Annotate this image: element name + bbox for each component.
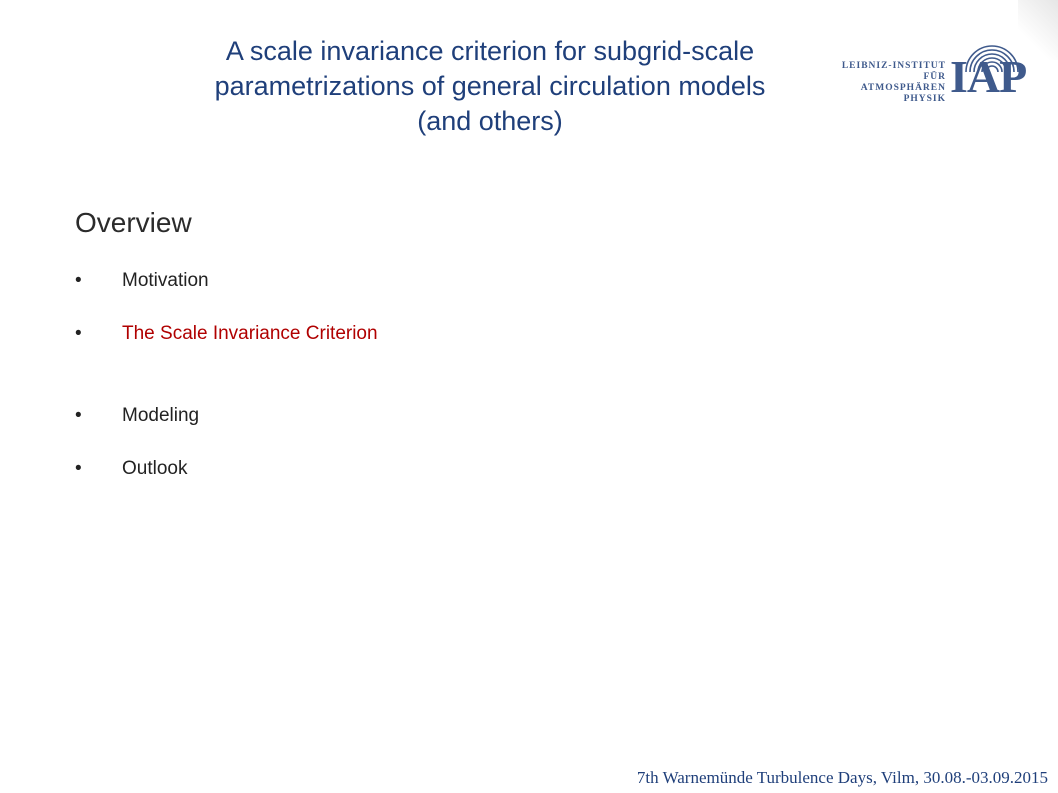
logo-line-4: PHYSIK: [903, 94, 946, 104]
bullet-icon: •: [75, 405, 82, 426]
iap-logo: [841, 36, 1036, 108]
bullet-icon: •: [75, 458, 82, 479]
logo-line-3: ATMOSPHÄREN: [860, 83, 946, 93]
title-line-2: parametrizations of general circulation models: [214, 71, 766, 101]
footer-conference-info: 7th Warnemünde Turbulence Days, Vilm, 30.08.-03.09.2015: [636, 768, 1048, 787]
logo-acronym: IAP: [950, 51, 1027, 102]
logo-line-2: FÜR: [923, 72, 946, 82]
title-line-3: (and others): [417, 106, 563, 136]
agenda-item-label: Motivation: [122, 270, 209, 291]
title-line-1: A scale invariance criterion for subgrid-scale: [225, 36, 755, 66]
agenda-item-label: Modeling: [122, 405, 200, 426]
logo-wordmark: [842, 61, 946, 105]
bullet-icon: •: [75, 323, 82, 344]
agenda-item-label: Outlook: [122, 458, 188, 479]
logo-line-1: LEIBNIZ-INSTITUT: [841, 61, 946, 71]
bullet-icon: •: [75, 270, 82, 291]
section-heading: Overview: [75, 207, 192, 238]
slide-title: [120, 34, 860, 139]
agenda-item-label: The Scale Invariance Criterion: [122, 323, 378, 344]
